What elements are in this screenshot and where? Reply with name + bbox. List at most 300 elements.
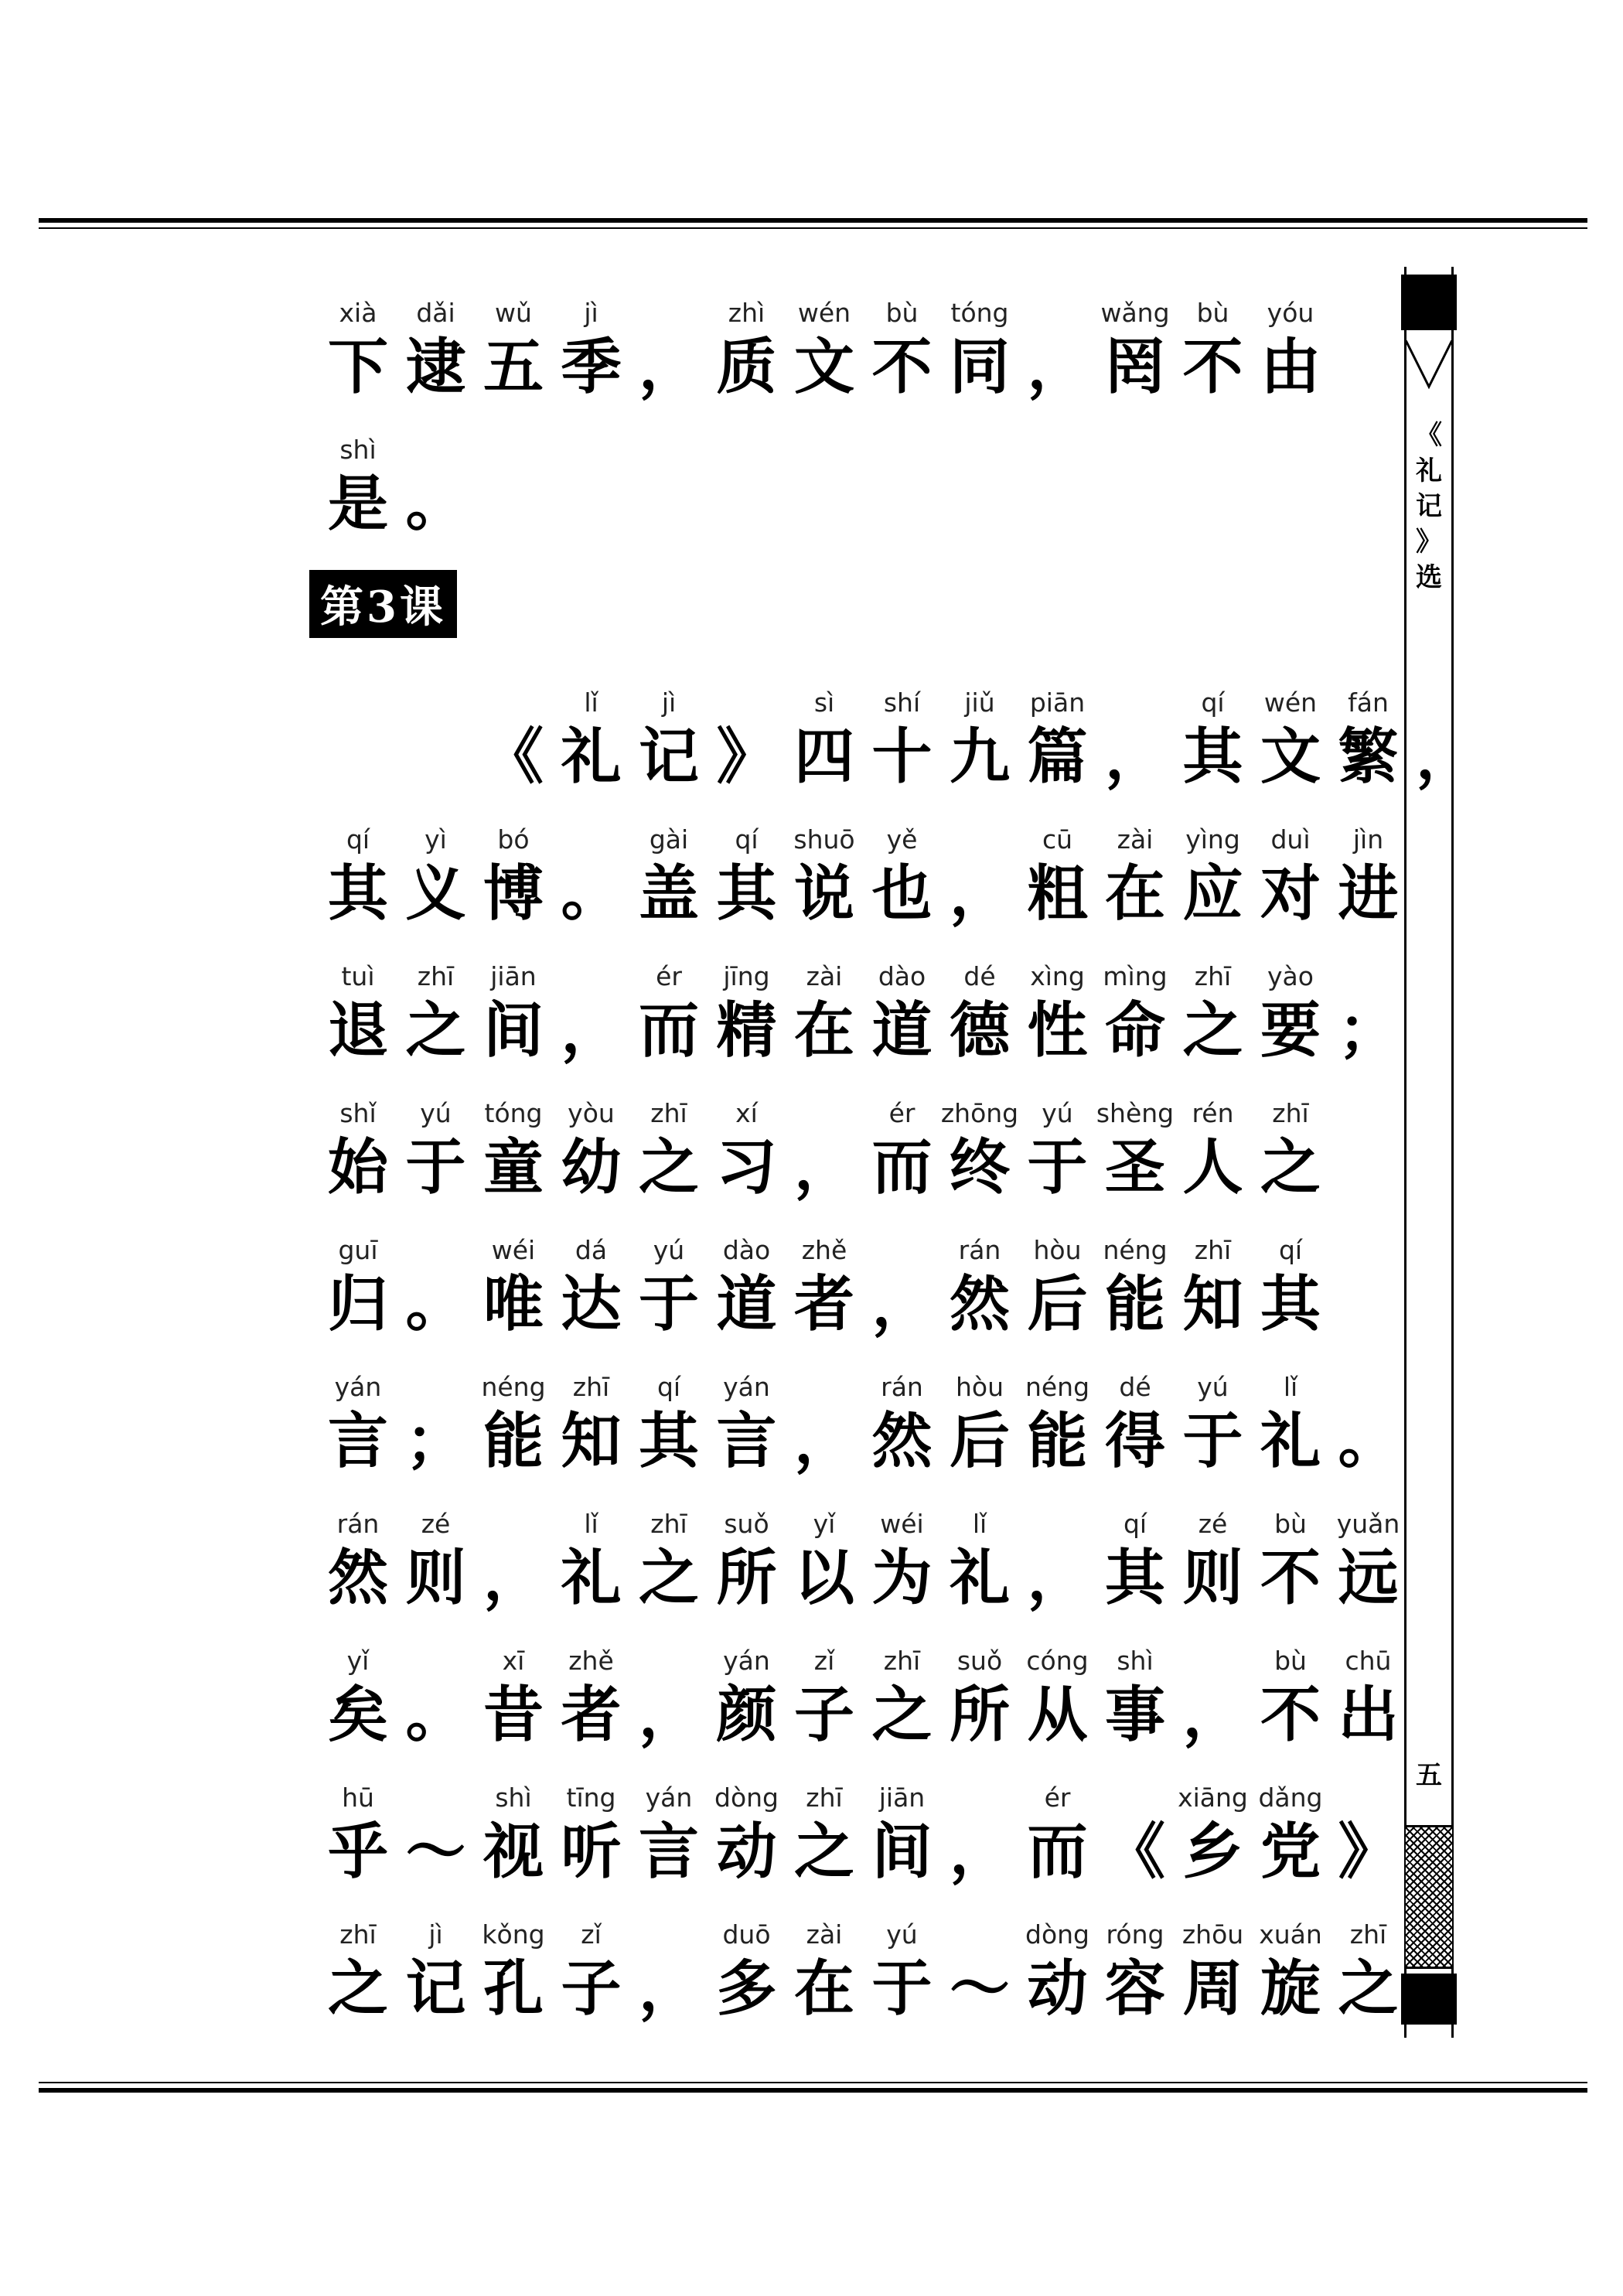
pinyin: shì: [339, 435, 377, 465]
text-line: [309, 1227, 1392, 1364]
text-line: [309, 954, 1399, 1090]
pinyin: yòu: [568, 1098, 615, 1128]
pinyin: bù: [1274, 1509, 1307, 1539]
hanzi: 其: [716, 858, 777, 929]
pinyin: lǐ: [584, 1509, 598, 1539]
hanzi: 知: [561, 1406, 622, 1476]
hanzi: 得: [1104, 1406, 1165, 1476]
hanzi: 质: [716, 332, 777, 402]
hanzi: 文: [1260, 722, 1321, 792]
hanzi: 道: [871, 995, 933, 1066]
hanzi: ，: [1182, 1680, 1243, 1750]
pinyin: duō: [722, 1919, 771, 1950]
hanzi: 能: [1027, 1406, 1088, 1476]
hanzi: 对: [1260, 858, 1321, 929]
hanzi: 能: [482, 1406, 544, 1476]
text-line: [309, 817, 1399, 954]
pinyin: sì: [813, 687, 835, 718]
pinyin: kǒng: [482, 1919, 545, 1950]
hanzi: 于: [1182, 1406, 1243, 1476]
hanzi: 昔: [482, 1680, 544, 1750]
hanzi: 后: [949, 1406, 1010, 1476]
hanzi: 动: [1027, 1953, 1088, 2024]
hanzi: 五: [482, 332, 544, 402]
hanzi: 盖: [638, 858, 699, 929]
hanzi: ，: [1027, 332, 1088, 402]
pinyin: zhī: [883, 1646, 921, 1676]
hanzi: 其: [1104, 1543, 1165, 1613]
pinyin: zhōng: [940, 1098, 1019, 1128]
hanzi: 周: [1182, 1953, 1243, 2024]
pinyin: bó: [497, 824, 530, 855]
hanzi: 习: [716, 1132, 777, 1203]
hanzi: 视: [482, 1817, 544, 1887]
hanzi: 则: [1182, 1543, 1243, 1613]
hanzi: 。: [405, 469, 466, 539]
hanzi: 之: [793, 1817, 854, 1887]
pinyin: duì: [1270, 824, 1311, 855]
pinyin: yě: [886, 824, 918, 855]
pinyin: zhī: [1272, 1098, 1309, 1128]
pinyin: dé: [963, 961, 996, 991]
pinyin: yóu: [1267, 298, 1314, 328]
pinyin: tuì: [341, 961, 375, 991]
pinyin: shí: [883, 687, 921, 718]
hanzi: 礼: [561, 1543, 622, 1613]
hanzi: 不: [1260, 1680, 1321, 1750]
hanzi: 间: [871, 1817, 933, 1887]
hanzi: 能: [1104, 1269, 1165, 1339]
hanzi: ，: [871, 1269, 933, 1339]
hanzi: 粗: [1027, 858, 1088, 929]
hanzi: 旋: [1260, 1953, 1321, 2024]
hanzi: 《: [482, 722, 544, 792]
pinyin: zài: [806, 961, 843, 991]
hanzi: 是: [327, 469, 388, 539]
hanzi: ～: [405, 1817, 466, 1887]
hanzi: ；: [405, 1406, 466, 1476]
hanzi: 终: [949, 1132, 1010, 1203]
pinyin: shì: [1117, 1646, 1154, 1676]
hanzi: 言: [327, 1406, 388, 1476]
pinyin: yán: [723, 1372, 770, 1402]
pinyin: tóng: [950, 298, 1009, 328]
hanzi: 听: [561, 1817, 622, 1887]
hanzi: 童: [482, 1132, 544, 1203]
pinyin: yì: [425, 824, 447, 855]
hanzi: 达: [561, 1269, 622, 1339]
pinyin: jì: [428, 1919, 443, 1950]
pinyin: néng: [1025, 1372, 1090, 1402]
hanzi: 下: [327, 332, 388, 402]
pinyin: chū: [1345, 1646, 1392, 1676]
pinyin: zài: [806, 1919, 843, 1950]
pinyin: jì: [584, 298, 598, 328]
pinyin: zhī: [572, 1372, 610, 1402]
hanzi: 事: [1104, 1680, 1165, 1750]
pinyin: shǐ: [339, 1098, 377, 1128]
pinyin: ér: [888, 1098, 915, 1128]
hanzi: 然: [949, 1269, 1010, 1339]
pinyin: jīng: [723, 961, 770, 991]
pinyin: qí: [1278, 1235, 1303, 1265]
hanzi: 。: [405, 1269, 466, 1339]
pinyin: zhī: [650, 1098, 687, 1128]
pinyin: zhī: [1194, 961, 1232, 991]
pinyin: yuǎn: [1336, 1509, 1400, 1539]
pinyin: qí: [1123, 1509, 1147, 1539]
hanzi: 记: [638, 722, 699, 792]
pinyin: wén: [1263, 687, 1318, 718]
hanzi: ，: [638, 1680, 699, 1750]
hanzi: 子: [793, 1680, 854, 1750]
hanzi: 于: [638, 1269, 699, 1339]
pinyin: ér: [1044, 1783, 1071, 1813]
pinyin: ér: [656, 961, 682, 991]
pinyin: yú: [1197, 1372, 1229, 1402]
pinyin: dào: [722, 1235, 771, 1265]
pinyin: suǒ: [724, 1509, 769, 1539]
side-title-char: 》: [1416, 527, 1442, 558]
hanzi: 动: [716, 1817, 777, 1887]
pinyin: wén: [797, 298, 851, 328]
pinyin: wéi: [491, 1235, 536, 1265]
pinyin: xìng: [1030, 961, 1085, 991]
text-line: [309, 1775, 1399, 1912]
pinyin: qí: [735, 824, 759, 855]
pinyin: lǐ: [584, 687, 598, 718]
pinyin: jiān: [878, 1783, 926, 1813]
pinyin: zhì: [728, 298, 765, 328]
hanzi: 在: [793, 1953, 854, 2024]
side-top-block: [1401, 275, 1457, 330]
pinyin: rén: [1192, 1098, 1234, 1128]
hanzi: 不: [1260, 1543, 1321, 1613]
hanzi: 出: [1338, 1680, 1399, 1750]
pinyin: qí: [656, 1372, 681, 1402]
pinyin: cóng: [1026, 1646, 1089, 1676]
hanzi: 于: [405, 1132, 466, 1203]
hanzi: 然: [327, 1543, 388, 1613]
pinyin: yán: [723, 1646, 770, 1676]
hanzi: 唯: [482, 1269, 544, 1339]
pinyin: zhī: [339, 1919, 377, 1950]
hanzi: 知: [1182, 1269, 1243, 1339]
pinyin: tóng: [484, 1098, 543, 1128]
pinyin: bù: [1274, 1646, 1307, 1676]
pinyin: yán: [645, 1783, 693, 1813]
pinyin: rán: [881, 1372, 923, 1402]
hanzi: 则: [405, 1543, 466, 1613]
pinyin: yán: [334, 1372, 382, 1402]
hanzi: 颜: [716, 1680, 777, 1750]
hanzi: ，: [561, 995, 622, 1066]
pinyin: guī: [338, 1235, 378, 1265]
text-line: [309, 290, 1392, 427]
hanzi: 从: [1027, 1680, 1088, 1750]
pinyin: yǐ: [346, 1646, 370, 1676]
hanzi: 不: [1182, 332, 1243, 402]
hanzi: 而: [871, 1132, 933, 1203]
hanzi: ；: [1338, 995, 1399, 1066]
pinyin: dòng: [714, 1783, 779, 1813]
hanzi: 多: [716, 1953, 777, 2024]
pinyin: dǎi: [416, 298, 455, 328]
hanzi: 归: [327, 1269, 388, 1339]
pinyin: zhōu: [1181, 1919, 1244, 1950]
hanzi: 礼: [561, 722, 622, 792]
side-title-char: 选: [1416, 562, 1442, 593]
hanzi: 逮: [405, 332, 466, 402]
pinyin: xiāng: [1178, 1783, 1248, 1813]
text-line: [309, 1912, 1399, 2049]
hanzi: 《: [1104, 1817, 1165, 1887]
hanzi: 。: [561, 858, 622, 929]
bottom-rule-thin: [39, 2082, 1587, 2083]
pinyin: piān: [1029, 687, 1086, 718]
hanzi: 党: [1260, 1817, 1321, 1887]
hanzi: 而: [638, 995, 699, 1066]
lesson-heading: 第3课: [309, 570, 457, 638]
pinyin: zhě: [801, 1235, 847, 1265]
hanzi: ，: [638, 1953, 699, 2024]
pinyin: jiān: [490, 961, 537, 991]
pinyin: dòng: [1025, 1919, 1089, 1950]
hanzi: 为: [871, 1543, 933, 1613]
pinyin: shèng: [1096, 1098, 1175, 1128]
pinyin: zhī: [806, 1783, 843, 1813]
pinyin: shuō: [793, 824, 855, 855]
pinyin: qí: [1201, 687, 1225, 718]
pinyin: jìn: [1352, 824, 1384, 855]
hanzi: ，: [949, 1817, 1010, 1887]
hanzi: 性: [1027, 995, 1088, 1066]
pinyin: zé: [421, 1509, 451, 1539]
hanzi: 义: [405, 858, 466, 929]
hanzi: ，: [482, 1543, 544, 1613]
pinyin: wǔ: [495, 298, 532, 328]
pinyin: zhī: [1349, 1919, 1387, 1950]
hanzi: 幼: [561, 1132, 622, 1203]
hanzi: 于: [1027, 1132, 1088, 1203]
hanzi: 》: [716, 722, 777, 792]
top-rule-thin: [39, 227, 1587, 229]
pinyin: zài: [1117, 824, 1154, 855]
hanzi: 礼: [949, 1543, 1010, 1613]
pinyin: dé: [1119, 1372, 1151, 1402]
pinyin: xuán: [1259, 1919, 1322, 1950]
pinyin: zhī: [417, 961, 455, 991]
hanzi: 退: [327, 995, 388, 1066]
pinyin: yú: [420, 1098, 452, 1128]
hanzi: 以: [793, 1543, 854, 1613]
pinyin: qí: [346, 824, 370, 855]
hanzi: ，: [1027, 1543, 1088, 1613]
hanzi: 说: [793, 858, 854, 929]
hanzi: 应: [1182, 858, 1243, 929]
pinyin: wǎng: [1100, 298, 1170, 328]
pinyin: tīng: [566, 1783, 616, 1813]
pinyin: wéi: [880, 1509, 924, 1539]
hanzi: 乎: [327, 1817, 388, 1887]
pinyin: yìng: [1185, 824, 1240, 855]
hanzi: 其: [1182, 722, 1243, 792]
hanzi: 德: [949, 995, 1010, 1066]
pinyin: zǐ: [581, 1919, 602, 1950]
pinyin: dào: [878, 961, 926, 991]
hanzi: 也: [871, 858, 933, 929]
hanzi: 人: [1182, 1132, 1243, 1203]
hanzi: 远: [1338, 1543, 1399, 1613]
hanzi: 由: [1260, 332, 1321, 402]
side-chevron: [1404, 340, 1454, 394]
pinyin: rán: [336, 1509, 380, 1539]
side-title-char: 《: [1416, 420, 1442, 451]
hanzi: 言: [716, 1406, 777, 1476]
hanzi: 而: [1027, 1817, 1088, 1887]
pinyin: zhī: [1194, 1235, 1232, 1265]
pinyin: zé: [1198, 1509, 1228, 1539]
hanzi: 之: [1260, 1132, 1321, 1203]
hanzi: 之: [327, 1953, 388, 2024]
hanzi: 言: [638, 1817, 699, 1887]
hanzi: 者: [793, 1269, 854, 1339]
hanzi: 其: [638, 1406, 699, 1476]
pinyin: bù: [885, 298, 919, 328]
hanzi: 。: [405, 1680, 466, 1750]
hanzi: 博: [482, 858, 544, 929]
hanzi: ，: [793, 1132, 854, 1203]
hanzi: 孔: [482, 1953, 544, 2024]
pinyin: xī: [502, 1646, 525, 1676]
hanzi: ～: [949, 1953, 1010, 2024]
pinyin: rán: [958, 1235, 1001, 1265]
hanzi: 之: [405, 995, 466, 1066]
text-line: [309, 427, 1392, 564]
hanzi: 始: [327, 1132, 388, 1203]
pinyin: xí: [735, 1098, 758, 1128]
pinyin: suǒ: [956, 1646, 1003, 1676]
hanzi: 其: [327, 858, 388, 929]
text-line: [309, 1638, 1399, 1775]
pinyin: mìng: [1103, 961, 1168, 991]
hanzi: 九: [949, 722, 1010, 792]
top-rule-thick: [39, 218, 1587, 223]
hanzi: 罔: [1104, 332, 1165, 402]
hanzi: 之: [1338, 1953, 1399, 2024]
pinyin: hòu: [1033, 1235, 1082, 1265]
pinyin: yú: [1042, 1098, 1073, 1128]
text-line: [309, 1364, 1399, 1501]
hanzi: 篇: [1027, 722, 1088, 792]
hanzi: 精: [716, 995, 777, 1066]
hanzi: 要: [1260, 995, 1321, 1066]
hanzi: 进: [1338, 858, 1399, 929]
hanzi: 乡: [1182, 1817, 1243, 1887]
side-title-char: 记: [1416, 491, 1442, 522]
hanzi: 于: [871, 1953, 933, 2024]
hanzi: 四: [793, 722, 854, 792]
hanzi: 所: [716, 1543, 777, 1613]
pinyin: yú: [653, 1235, 685, 1265]
hanzi: 礼: [1260, 1406, 1321, 1476]
text-line: [309, 680, 1476, 817]
pinyin: dǎng: [1258, 1783, 1323, 1813]
hanzi: 季: [561, 332, 622, 402]
hanzi: 所: [949, 1680, 1010, 1750]
pinyin: zǐ: [813, 1646, 835, 1676]
hanzi: 之: [638, 1132, 699, 1203]
hanzi: ，: [1104, 722, 1165, 792]
hanzi: 道: [716, 1269, 777, 1339]
hanzi: 者: [561, 1680, 622, 1750]
side-title-char: 礼: [1416, 455, 1442, 486]
pinyin: cū: [1042, 824, 1073, 855]
hanzi: 》: [1338, 1817, 1399, 1887]
text-line: [309, 1090, 1392, 1227]
pinyin: yǐ: [813, 1509, 836, 1539]
hanzi: 之: [1182, 995, 1243, 1066]
hanzi: 之: [638, 1543, 699, 1613]
main-text: [309, 290, 1476, 2049]
pinyin: shì: [495, 1783, 532, 1813]
pinyin: lǐ: [1283, 1372, 1298, 1402]
pinyin: xià: [339, 298, 377, 328]
text-line: [309, 1501, 1400, 1638]
pinyin: dá: [575, 1235, 608, 1265]
lesson-heading-row: [309, 564, 1392, 680]
hanzi: 在: [1104, 858, 1165, 929]
hanzi: 文: [793, 332, 854, 402]
hanzi: 矣: [327, 1680, 388, 1750]
pinyin: yào: [1267, 961, 1314, 991]
hanzi: 命: [1104, 995, 1165, 1066]
hanzi: ，: [1415, 722, 1476, 792]
hanzi: 。: [1338, 1406, 1399, 1476]
hanzi: ，: [793, 1406, 854, 1476]
pinyin: yú: [886, 1919, 918, 1950]
pinyin: néng: [481, 1372, 546, 1402]
pinyin: bù: [1196, 298, 1229, 328]
pinyin: hòu: [955, 1372, 1004, 1402]
hanzi: 子: [561, 1953, 622, 2024]
hanzi: 其: [1260, 1269, 1321, 1339]
hanzi: ，: [638, 332, 699, 402]
hanzi: 同: [949, 332, 1010, 402]
hanzi: 容: [1104, 1953, 1165, 2024]
hanzi: 后: [1027, 1269, 1088, 1339]
hanzi: 十: [871, 722, 933, 792]
hanzi: 不: [871, 332, 933, 402]
page-number: 五: [1416, 1760, 1442, 1791]
pinyin: zhī: [650, 1509, 687, 1539]
pinyin: hū: [342, 1783, 374, 1813]
hanzi: 繁: [1338, 722, 1399, 792]
side-title: [1401, 418, 1457, 595]
pinyin: róng: [1106, 1919, 1164, 1950]
pinyin: jì: [661, 687, 677, 718]
hanzi: 之: [871, 1680, 933, 1750]
pinyin: fán: [1348, 687, 1389, 718]
pinyin: gài: [649, 824, 689, 855]
hanzi: 在: [793, 995, 854, 1066]
bottom-rule-thick: [39, 2088, 1587, 2093]
pinyin: jiǔ: [964, 687, 995, 718]
pinyin: lǐ: [972, 1509, 987, 1539]
hanzi: 圣: [1104, 1132, 1165, 1203]
hanzi: ，: [949, 858, 1010, 929]
pinyin: zhě: [568, 1646, 614, 1676]
